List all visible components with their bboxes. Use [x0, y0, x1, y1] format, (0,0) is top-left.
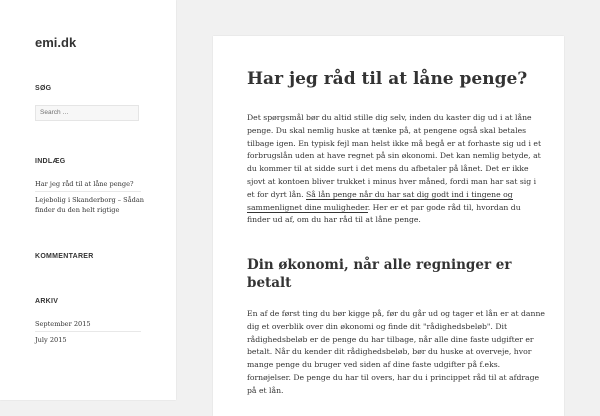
archive-divider — [35, 331, 141, 332]
posts-widget-heading: INDLÆG — [35, 158, 66, 165]
site-title-link[interactable]: emi.dk — [35, 35, 77, 50]
intro-text-end: . Her er et par gode råd til, hvordan du finder ud af, om du har råd til at låne penge. — [247, 202, 521, 225]
sidebar — [0, 0, 176, 400]
section-heading: Din økonomi, når alle regninger er betalt — [247, 257, 512, 291]
archive-link-september-2015[interactable]: September 2015 — [35, 320, 91, 328]
comments-widget-heading: KOMMENTARER — [35, 253, 94, 260]
archive-link-july-2015[interactable]: July 2015 — [35, 336, 67, 344]
search-input[interactable]: Search … — [35, 105, 139, 121]
post-divider — [35, 191, 141, 192]
article-card — [213, 36, 564, 416]
intro-paragraph — [247, 112, 545, 227]
search-widget-heading: SØG — [35, 85, 52, 92]
intro-text: Det spørgsmål bør du altid stille dig selv, inden du kaster dig ud i at låne penge. Du skal nemlig huske at tænke på, at pengene også skal betales tilbage igen. En typisk fejl man helst ikke må begå er at forhaste sig ud i et forbrugslån uden at have regnet på sin økonomi. Det kan nemlig betyde, at du kommer til at sidde surt i det mens du afbetaler på lånet. Det er ikke sjovt at kontoen bliver trukket i minus hver måned, fordi man har sat sig i et for dyrt lån. — [247, 113, 542, 199]
recent-post-link[interactable]: Lejebolig i Skanderborg – Sådan finder du den helt rigtige — [35, 196, 145, 214]
compare-loans-link[interactable]: Så lån penge når du har sat dig godt ind i tingene og sammenlignet dine muligheder — [247, 189, 513, 212]
post-title: Har jeg råd til at låne penge? — [247, 69, 528, 89]
archive-widget-heading: ARKIV — [35, 298, 59, 305]
economy-paragraph: En af de først ting du bør kigge på, før du går ud og tager et lån er at danne dig et overblik over din økonomi og finde dit "rådighedsbeløb". Dit rådighedsbeløb er de penge du har tilbage, når alle dine faste udgifter er betalt. Når du kender dit rådighedsbeløb, bør du huske at overveje, hvor mange penge du bruger ved siden af dine faste udgifter på f.eks. fornøjelser. De penge du har til overs, har du i princippet råd til at afdrage på et lån. — [247, 309, 545, 395]
recent-post-link[interactable]: Har jeg råd til at låne penge? — [35, 180, 134, 188]
